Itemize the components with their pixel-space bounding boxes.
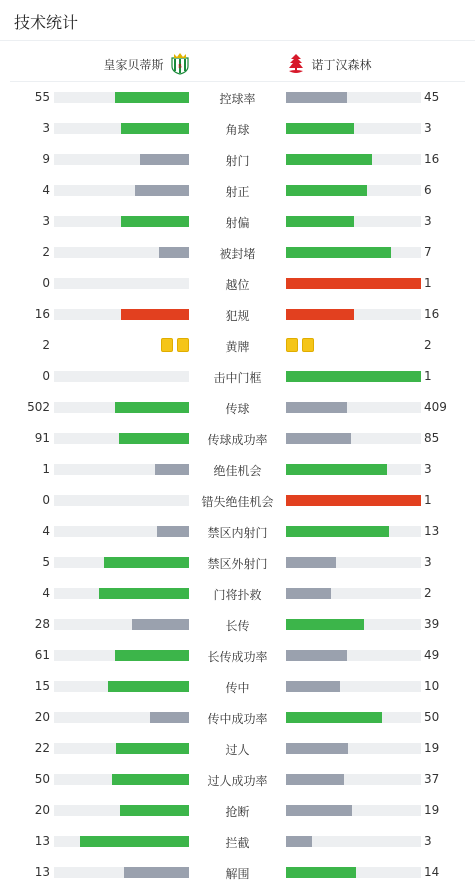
away-bar-track — [286, 433, 421, 444]
home-bar — [115, 402, 189, 413]
home-bar — [121, 123, 189, 134]
home-team-name: 皇家贝蒂斯 — [103, 57, 164, 72]
away-bar — [286, 650, 347, 661]
stat-label: 禁区外射门 — [207, 557, 268, 571]
home-value: 22 — [34, 741, 50, 755]
away-value: 10 — [424, 679, 440, 693]
away-bar — [286, 588, 331, 599]
away-bar — [286, 247, 391, 258]
away-bar-track — [286, 526, 421, 537]
away-bar — [286, 712, 382, 723]
stat-label: 绝佳机会 — [213, 464, 262, 478]
away-bar-track — [286, 464, 421, 475]
home-bar — [116, 743, 189, 754]
stat-row — [0, 826, 475, 857]
home-bar-track — [54, 402, 189, 413]
home-bar — [120, 805, 189, 816]
home-bar — [115, 650, 189, 661]
stat-row — [0, 144, 475, 175]
home-bar-track — [54, 743, 189, 754]
home-value: 4 — [42, 524, 50, 538]
home-value: 502 — [27, 400, 50, 414]
away-team[interactable] — [286, 53, 372, 75]
stat-row — [0, 733, 475, 764]
home-value: 15 — [34, 679, 50, 693]
home-bar-track — [54, 309, 189, 320]
stat-row — [0, 578, 475, 609]
home-bar — [159, 247, 189, 258]
away-yellow-cards — [286, 338, 314, 352]
home-bar — [121, 216, 189, 227]
away-value: 2 — [424, 338, 432, 352]
stat-label: 长传 — [225, 619, 250, 633]
home-bar — [150, 712, 189, 723]
away-bar-track — [286, 619, 421, 630]
yellow-card-icon — [177, 338, 189, 352]
stat-label: 控球率 — [219, 92, 256, 106]
home-bar-track — [54, 433, 189, 444]
away-bar-track — [286, 247, 421, 258]
stat-row — [0, 113, 475, 144]
yellow-card-icon — [302, 338, 314, 352]
stat-row — [0, 206, 475, 237]
home-value: 2 — [42, 245, 50, 259]
home-value: 28 — [34, 617, 50, 631]
home-bar-track — [54, 681, 189, 692]
home-bar-track — [54, 278, 189, 289]
home-value: 1 — [42, 462, 50, 476]
away-value: 16 — [424, 152, 440, 166]
away-value: 1 — [424, 276, 432, 290]
stat-label: 过人 — [225, 743, 250, 757]
away-bar-track — [286, 588, 421, 599]
stat-row — [0, 361, 475, 392]
stat-row — [0, 702, 475, 733]
home-bar-track — [54, 154, 189, 165]
home-bar — [119, 433, 189, 444]
away-bar-track — [286, 216, 421, 227]
away-bar — [286, 433, 351, 444]
home-value: 3 — [42, 121, 50, 135]
away-bar-track — [286, 650, 421, 661]
home-bar-track — [54, 247, 189, 258]
away-value: 19 — [424, 741, 440, 755]
stat-label: 解围 — [225, 867, 250, 881]
away-value: 6 — [424, 183, 432, 197]
stat-label: 击中门框 — [213, 371, 262, 385]
home-bar — [132, 619, 189, 630]
home-value: 5 — [42, 555, 50, 569]
home-value: 9 — [42, 152, 50, 166]
stat-row — [0, 392, 475, 423]
stat-label: 传球 — [225, 402, 250, 416]
svg-text:B: B — [177, 64, 182, 70]
away-value: 3 — [424, 214, 432, 228]
home-value: 4 — [42, 183, 50, 197]
stat-label: 拦截 — [225, 836, 250, 850]
home-bar — [112, 774, 189, 785]
home-bar-track — [54, 371, 189, 382]
stat-label: 射偏 — [225, 216, 250, 230]
stat-row — [0, 547, 475, 578]
stat-label: 长传成功率 — [207, 650, 268, 664]
away-value: 409 — [424, 400, 447, 414]
away-value: 50 — [424, 710, 440, 724]
away-value: 39 — [424, 617, 440, 631]
away-bar — [286, 774, 344, 785]
away-bar-track — [286, 309, 421, 320]
home-bar — [155, 464, 189, 475]
away-bar — [286, 309, 354, 320]
away-bar-track — [286, 805, 421, 816]
yellow-card-icon — [161, 338, 173, 352]
teams-header — [10, 41, 465, 82]
home-bar-track — [54, 185, 189, 196]
stat-label: 越位 — [225, 278, 250, 292]
stat-label: 被封堵 — [219, 247, 256, 261]
away-value: 45 — [424, 90, 440, 104]
stat-row — [0, 516, 475, 547]
home-value: 91 — [34, 431, 50, 445]
home-value: 20 — [34, 710, 50, 724]
home-bar — [135, 185, 189, 196]
away-value: 16 — [424, 307, 440, 321]
stat-label: 门将扑救 — [213, 588, 262, 602]
away-bar — [286, 743, 348, 754]
away-bar — [286, 836, 312, 847]
home-value: 13 — [34, 834, 50, 848]
away-team-name: 诺丁汉森林 — [311, 57, 372, 72]
away-value: 3 — [424, 121, 432, 135]
away-value: 1 — [424, 369, 432, 383]
home-bar — [115, 92, 189, 103]
home-bar-track — [54, 805, 189, 816]
stat-label: 犯规 — [225, 309, 250, 323]
home-bar-track — [54, 588, 189, 599]
home-bar-track — [54, 123, 189, 134]
home-value: 4 — [42, 586, 50, 600]
stat-row — [0, 82, 475, 113]
home-bar — [121, 309, 189, 320]
away-bar-track — [286, 557, 421, 568]
away-bar-track — [286, 154, 421, 165]
home-bar-track — [54, 712, 189, 723]
home-yellow-cards — [161, 338, 189, 352]
home-bar-track — [54, 557, 189, 568]
away-bar-track — [286, 185, 421, 196]
away-bar — [286, 216, 354, 227]
stat-label: 黄牌 — [225, 340, 250, 354]
away-value: 37 — [424, 772, 440, 786]
home-bar — [157, 526, 189, 537]
away-value: 1 — [424, 493, 432, 507]
stat-row — [0, 299, 475, 330]
home-value: 2 — [42, 338, 50, 352]
away-bar-track — [286, 774, 421, 785]
home-bar-track — [54, 495, 189, 506]
away-bar — [286, 867, 356, 878]
away-bar — [286, 402, 347, 413]
home-value: 61 — [34, 648, 50, 662]
home-bar-track — [54, 464, 189, 475]
stat-label: 传中 — [225, 681, 250, 695]
away-bar — [286, 278, 421, 289]
home-bar-track — [54, 867, 189, 878]
stat-label: 射正 — [225, 185, 250, 199]
away-bar-track — [286, 681, 421, 692]
stat-label: 错失绝佳机会 — [201, 495, 274, 509]
home-team[interactable] — [103, 53, 189, 75]
stat-row — [0, 640, 475, 671]
away-bar-track — [286, 495, 421, 506]
away-bar — [286, 526, 389, 537]
stats-list — [0, 82, 475, 888]
home-bar — [80, 836, 189, 847]
stat-row — [0, 423, 475, 454]
away-bar-track — [286, 712, 421, 723]
away-bar-track — [286, 402, 421, 413]
stat-label: 传中成功率 — [207, 712, 268, 726]
home-value: 50 — [34, 772, 50, 786]
away-value: 2 — [424, 586, 432, 600]
away-bar-track — [286, 743, 421, 754]
title-bar — [0, 0, 475, 41]
stat-row — [0, 485, 475, 516]
away-value: 3 — [424, 555, 432, 569]
home-bar — [140, 154, 189, 165]
stat-label: 禁区内射门 — [207, 526, 268, 540]
stat-label: 抢断 — [225, 805, 250, 819]
home-bar-track — [54, 650, 189, 661]
stat-label: 角球 — [225, 123, 250, 137]
away-bar — [286, 681, 340, 692]
stat-row — [0, 237, 475, 268]
stat-row — [0, 795, 475, 826]
away-value: 3 — [424, 834, 432, 848]
stat-row — [0, 454, 475, 485]
home-bar — [108, 681, 189, 692]
home-bar — [99, 588, 189, 599]
away-bar — [286, 557, 336, 568]
stat-row — [0, 857, 475, 888]
home-bar-track — [54, 619, 189, 630]
home-value: 20 — [34, 803, 50, 817]
away-value: 3 — [424, 462, 432, 476]
real-betis-crest-icon — [170, 53, 190, 75]
away-bar-track — [286, 278, 421, 289]
home-value: 0 — [42, 276, 50, 290]
stat-row — [0, 609, 475, 640]
away-value: 7 — [424, 245, 432, 259]
home-value: 16 — [34, 307, 50, 321]
away-bar — [286, 464, 387, 475]
away-bar — [286, 371, 421, 382]
away-bar-track — [286, 92, 421, 103]
away-value: 85 — [424, 431, 440, 445]
away-bar — [286, 805, 352, 816]
stat-label: 过人成功率 — [207, 774, 268, 788]
away-bar-track — [286, 371, 421, 382]
away-value: 49 — [424, 648, 440, 662]
home-bar-track — [54, 526, 189, 537]
away-bar-track — [286, 836, 421, 847]
away-bar — [286, 123, 354, 134]
stat-row — [0, 175, 475, 206]
home-value: 55 — [34, 90, 50, 104]
home-bar-track — [54, 774, 189, 785]
stat-label: 传球成功率 — [207, 433, 268, 447]
away-value: 13 — [424, 524, 440, 538]
away-bar — [286, 185, 367, 196]
away-bar — [286, 495, 421, 506]
stat-row — [0, 268, 475, 299]
away-bar-track — [286, 867, 421, 878]
home-bar-track — [54, 216, 189, 227]
home-bar-track — [54, 836, 189, 847]
home-value: 3 — [42, 214, 50, 228]
away-bar — [286, 619, 364, 630]
stat-label: 射门 — [225, 154, 250, 168]
home-value: 13 — [34, 865, 50, 879]
home-bar — [104, 557, 189, 568]
stat-row — [0, 330, 475, 361]
away-bar-track — [286, 123, 421, 134]
yellow-card-icon — [286, 338, 298, 352]
home-value: 0 — [42, 369, 50, 383]
away-bar — [286, 92, 347, 103]
home-value: 0 — [42, 493, 50, 507]
away-bar — [286, 154, 372, 165]
away-value: 14 — [424, 865, 440, 879]
stat-row — [0, 764, 475, 795]
home-bar-track — [54, 92, 189, 103]
nottingham-forest-crest-icon — [286, 53, 306, 75]
home-bar — [124, 867, 189, 878]
away-value: 19 — [424, 803, 440, 817]
stat-row — [0, 671, 475, 702]
page-title: 技术统计 — [14, 13, 79, 32]
